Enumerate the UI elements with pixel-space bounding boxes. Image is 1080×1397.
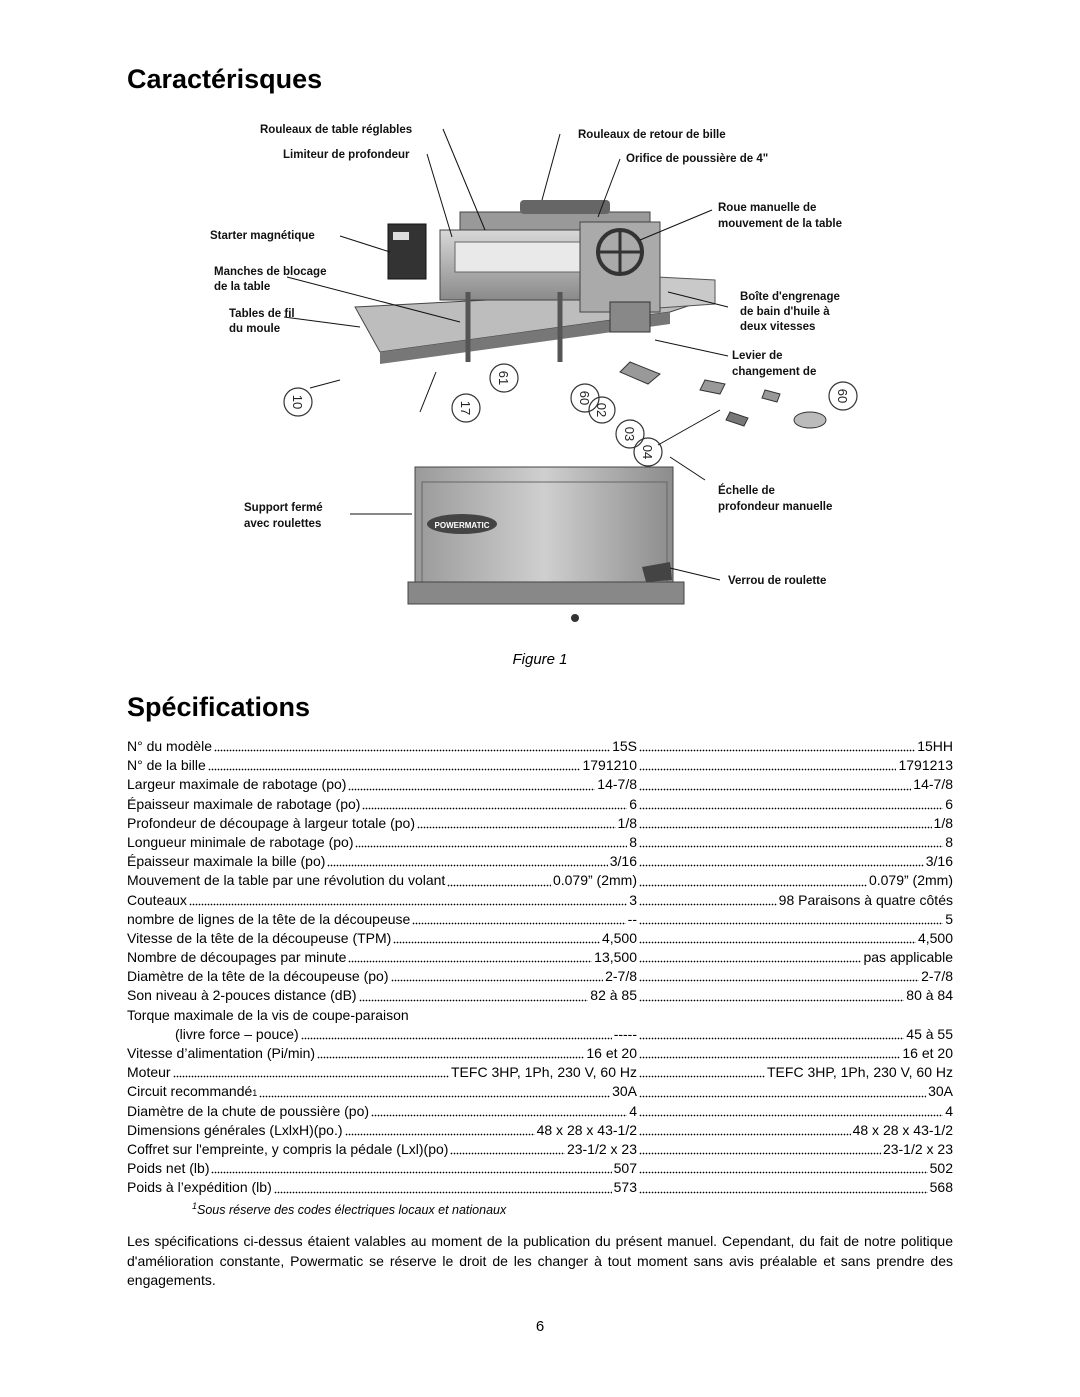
dot-leader	[639, 970, 919, 982]
dot-leader	[301, 1028, 612, 1040]
spec-value-15hh: 5	[945, 910, 953, 927]
spec-value-15hh: 1/8	[933, 814, 953, 831]
dot-leader	[639, 1162, 928, 1174]
dot-leader	[345, 1124, 535, 1136]
spec-value-15s: --	[627, 910, 637, 927]
label-levier-1: Levier de	[732, 350, 783, 362]
spec-label: Dimensions générales (LxlxH)(po.)	[127, 1121, 343, 1138]
spec-label: N° du modèle	[127, 738, 212, 754]
dot-leader	[639, 1105, 943, 1117]
label-tables-2: du moule	[229, 323, 281, 335]
spec-row	[127, 1178, 953, 1197]
dot-leader	[391, 970, 604, 982]
spec-value-15s: 4	[629, 1102, 637, 1119]
label-limiteur: Limiteur de profondeur	[283, 149, 410, 161]
dot-leader	[412, 913, 625, 925]
label-tables-1: Tables de fil	[229, 308, 295, 320]
label-echelle-2: profondeur manuelle	[718, 501, 833, 513]
spec-value-15hh: 6	[945, 795, 953, 812]
dot-leader	[189, 894, 627, 906]
svg-text:60: 60	[577, 390, 592, 406]
dot-leader	[639, 779, 911, 791]
spec-row	[127, 833, 953, 852]
dot-leader	[348, 779, 595, 791]
page-number: 6	[535, 1318, 545, 1335]
spec-label: Vitesse de la tête de la découpeuse (TPM)	[127, 929, 392, 946]
specifications-table	[127, 737, 953, 1198]
spec-row	[127, 1121, 953, 1140]
spec-value-15s: 13,500	[594, 949, 637, 966]
dot-leader	[417, 817, 616, 829]
part-numbers	[290, 371, 850, 459]
spec-row	[127, 948, 953, 967]
footnote-text: Sous réserve des codes électriques locaux et nationaux	[197, 1203, 507, 1217]
spec-value-15s: 2-7/8	[605, 968, 637, 985]
spec-row	[127, 814, 953, 833]
spec-row	[127, 1006, 953, 1025]
dot-leader	[639, 990, 904, 1002]
footnote	[192, 1200, 507, 1217]
spec-value-15hh: 4,500	[917, 929, 953, 946]
spec-label: Profondeur de découpage à largeur totale (po)	[127, 814, 415, 831]
dot-leader	[639, 1143, 881, 1155]
dot-leader	[639, 1124, 851, 1136]
dot-leader	[639, 913, 943, 925]
dot-leader	[355, 836, 627, 848]
dot-leader	[359, 990, 589, 1002]
svg-text:17: 17	[458, 400, 473, 416]
spec-row	[127, 1044, 953, 1063]
figure-caption: Figure 1	[512, 651, 568, 668]
spec-value-15s: 573	[613, 1179, 637, 1196]
dot-leader	[327, 855, 607, 867]
spec-row	[127, 795, 953, 814]
spec-value-15hh: 15HH	[917, 738, 953, 754]
spec-row	[127, 1063, 953, 1082]
spec-value-15s: 1/8	[617, 814, 637, 831]
spec-label: (livre force – pouce)	[175, 1025, 299, 1042]
spec-value-15s: 3/16	[609, 853, 637, 870]
spec-label: Diamètre de la chute de poussière (po)	[127, 1102, 370, 1119]
spec-label: Son niveau à 2-pouces distance (dB)	[127, 987, 357, 1004]
spec-value-15s: 507	[613, 1160, 637, 1177]
spec-label: Poids net (lb)	[127, 1160, 210, 1177]
spec-row	[127, 929, 953, 948]
spec-label: Longueur minimale de rabotage (po)	[127, 833, 354, 850]
label-boite-2: de bain d'huile à	[740, 306, 830, 318]
dot-leader	[639, 740, 915, 752]
label-starter: Starter magnétique	[210, 230, 315, 242]
dot-leader	[639, 836, 943, 848]
spec-value-15hh: 80 à 84	[906, 987, 953, 1004]
dot-leader	[639, 932, 916, 944]
cabinet	[408, 467, 684, 622]
spec-label: Poids à l’expédition (lb)	[127, 1179, 272, 1196]
spec-row: Circuit recommandé 1 30A 30A	[127, 1082, 953, 1101]
spec-value-15s: 8	[629, 833, 637, 850]
dot-leader	[450, 1143, 565, 1155]
dot-leader	[371, 1105, 627, 1117]
dot-leader	[259, 1086, 610, 1098]
dot-leader	[274, 1182, 612, 1194]
spec-value-15s: 82 à 85	[590, 987, 637, 1004]
dot-leader	[393, 932, 600, 944]
dot-leader	[639, 855, 924, 867]
dot-leader	[639, 1182, 928, 1194]
dot-leader	[639, 1047, 900, 1059]
spec-row	[127, 737, 953, 756]
dot-leader	[639, 1066, 765, 1078]
dot-leader	[639, 1086, 926, 1098]
label-roue-2: mouvement de la table	[718, 218, 842, 230]
spec-row	[127, 871, 953, 890]
spec-label: Torque maximale de la vis de coupe-paraison	[127, 1006, 409, 1023]
spec-value-15s: 16 et 20	[586, 1045, 637, 1061]
spec-row	[127, 1102, 953, 1121]
spec-label: Épaisseur maximale la bille (po)	[127, 853, 326, 870]
label-echelle-1: Échelle de	[718, 485, 775, 497]
spec-value-15hh: 48 x 28 x 43-1/2	[852, 1121, 953, 1138]
spec-label: Mouvement de la table par une révolution du volant	[127, 872, 446, 889]
svg-text:61: 61	[496, 370, 511, 386]
svg-text:03: 03	[622, 426, 637, 442]
label-boite-1: Boîte d'engrenage	[740, 291, 840, 303]
planer-illustration	[200, 112, 890, 642]
spec-value-15s: 14-7/8	[597, 776, 637, 793]
svg-text:02: 02	[594, 402, 609, 418]
spec-row	[127, 756, 953, 775]
spec-value-15hh: 502	[929, 1160, 953, 1177]
footnote-marker: 1	[192, 1200, 198, 1211]
spec-value-15s: 30A	[612, 1083, 637, 1100]
spec-value-15s: 1791210	[582, 757, 637, 774]
part-number-circles	[284, 364, 857, 466]
spec-value-15hh: pas applicable	[863, 949, 953, 966]
dot-leader	[639, 817, 932, 829]
spec-value-15s: 15S	[612, 738, 637, 754]
label-levier-2: changement de	[732, 366, 817, 378]
spec-label: Largeur maximale de rabotage (po)	[127, 776, 347, 793]
disclaimer-note: Les spécifications ci-dessus étaient valables au moment de la publication du présent manuel. Cependant, du fait de notre politique d'amélioration constante, Powermatic se réserve le droit de les changer à tout moment sans avis préalable et sans prendre des engagements.	[127, 1233, 953, 1288]
spec-value-15hh: 98 Paraisons à quatre côtés	[778, 891, 953, 908]
spec-row	[127, 1140, 953, 1159]
spec-row	[127, 1025, 953, 1044]
spec-value-15hh: 2-7/8	[921, 968, 953, 985]
spec-row	[127, 852, 953, 871]
spec-value-15hh: 45 à 55	[906, 1025, 953, 1042]
label-verrou: Verrou de roulette	[728, 575, 827, 587]
spec-value-15hh: 3/16	[925, 853, 953, 870]
spec-row	[127, 775, 953, 794]
dot-leader	[639, 1028, 904, 1040]
spec-label: Moteur	[127, 1064, 171, 1081]
spec-label: Couteaux	[127, 891, 187, 908]
svg-text:10: 10	[290, 394, 305, 410]
dot-leader	[639, 759, 896, 771]
spec-label: Circuit recommandé	[127, 1083, 253, 1100]
spec-value-15s: TEFC 3HP, 1Ph, 230 V, 60 Hz	[451, 1064, 637, 1081]
section-title-features: Caractérisques	[127, 64, 323, 94]
spec-label: Diamètre de la tête de la découpeuse (po)	[127, 968, 389, 985]
dot-leader	[208, 759, 581, 771]
spec-value-15s: 0.079” (2mm)	[552, 872, 637, 889]
label-orifice: Orifice de poussière de 4"	[626, 153, 769, 165]
svg-text:60: 60	[835, 388, 850, 404]
dot-leader	[214, 740, 610, 752]
dot-leader	[639, 875, 867, 887]
spec-label: nombre de lignes de la tête de la découpeuse	[127, 910, 411, 927]
spec-value-15hh: 14-7/8	[913, 776, 953, 793]
label-support-1: Support fermé	[244, 502, 323, 514]
spec-value-15s: 3	[629, 891, 637, 908]
label-manches-2: de la table	[214, 281, 271, 293]
spec-value-15s: 4,500	[601, 929, 637, 946]
spec-value-15hh: 1791213	[898, 757, 953, 774]
spec-label: Coffret sur l'empreinte, y compris la pédale (Lxl)(po)	[127, 1140, 449, 1157]
label-rouleaux-retour: Rouleaux de retour de bille	[578, 129, 726, 141]
label-manches-1: Manches de blocage	[214, 266, 327, 278]
svg-text:04: 04	[640, 444, 655, 460]
planer-figure	[200, 112, 890, 642]
label-rouleaux-table: Rouleaux de table réglables	[260, 124, 413, 136]
spec-value-15s: 23-1/2 x 23	[566, 1140, 637, 1157]
label-roue-1: Roue manuelle de	[718, 202, 817, 214]
dot-leader	[639, 798, 943, 810]
spec-value-15hh: 16 et 20	[902, 1045, 953, 1061]
dot-leader	[317, 1047, 584, 1059]
spec-value-15hh: TEFC 3HP, 1Ph, 230 V, 60 Hz	[767, 1064, 953, 1081]
spec-value-15hh: 8	[945, 833, 953, 850]
spec-value-15hh: 568	[929, 1179, 953, 1196]
dot-leader	[348, 951, 592, 963]
section-title-specifications: Spécifications	[127, 692, 311, 722]
spec-row	[127, 967, 953, 986]
spec-value-15s: 48 x 28 x 43-1/2	[536, 1121, 637, 1138]
dot-leader	[173, 1066, 449, 1078]
spec-value-15hh: 0.079” (2mm)	[868, 872, 953, 889]
spec-value-15hh: 23-1/2 x 23	[882, 1140, 953, 1157]
spec-value-15s: -----	[613, 1025, 637, 1042]
spec-row	[127, 986, 953, 1005]
spec-row	[127, 1159, 953, 1178]
spec-row	[127, 891, 953, 910]
spec-label: Vitesse d’alimentation (Pi/min)	[127, 1045, 316, 1061]
dot-leader	[447, 875, 551, 887]
brand-logo: POWERMATIC	[434, 521, 490, 530]
spec-label: N° de la bille	[127, 757, 206, 774]
spec-label: Épaisseur maximale de rabotage (po)	[127, 795, 361, 812]
spec-label: Nombre de découpages par minute	[127, 949, 347, 966]
dot-leader	[639, 951, 861, 963]
spec-value-15s: 6	[629, 795, 637, 812]
label-support-2: avec roulettes	[244, 518, 322, 530]
dot-leader	[211, 1162, 611, 1174]
spec-value-15hh: 30A	[928, 1083, 953, 1100]
dot-leader	[362, 798, 627, 810]
spec-value-15hh: 4	[945, 1102, 953, 1119]
spec-row	[127, 910, 953, 929]
label-boite-3: deux vitesses	[740, 321, 816, 333]
dot-leader	[639, 894, 777, 906]
